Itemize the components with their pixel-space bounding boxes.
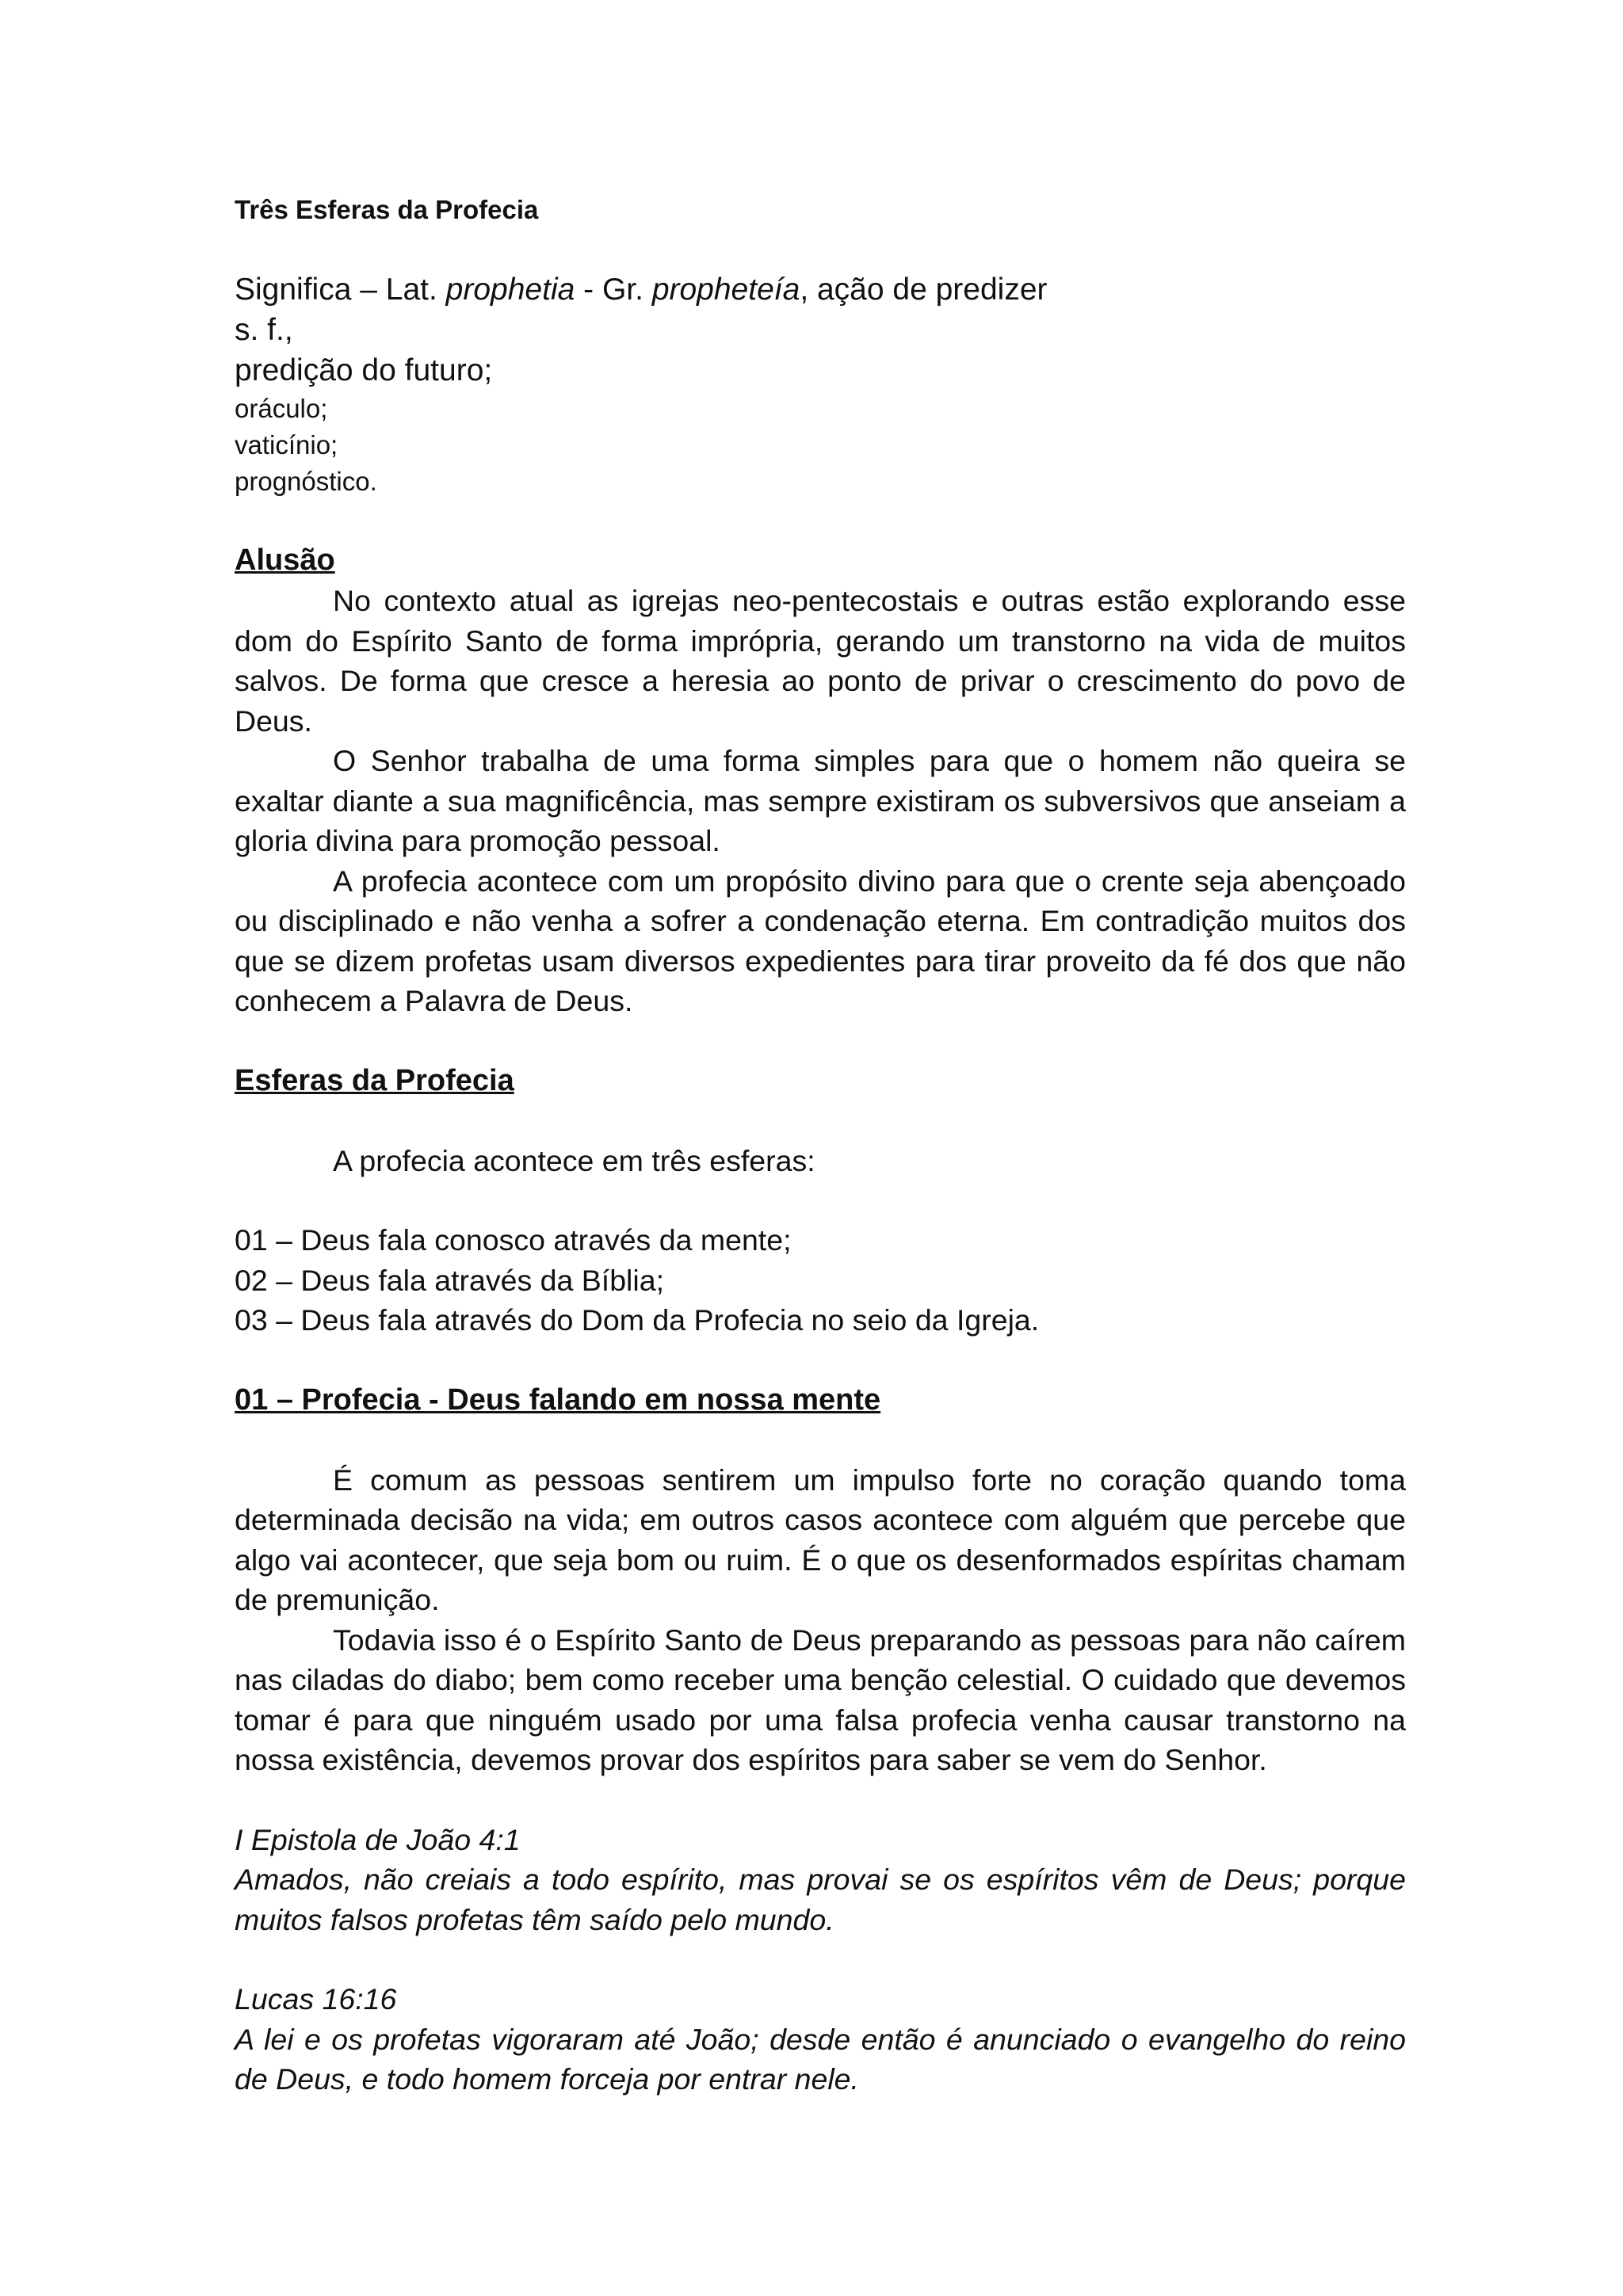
definition-line: oráculo;: [235, 394, 328, 423]
spacer: [235, 1341, 1406, 1380]
definition-text: - Gr.: [575, 273, 652, 307]
definition-text: , ação de predizer: [800, 273, 1048, 307]
definition-line: s. f.,: [235, 313, 293, 347]
list-item: 03 – Deus fala através do Dom da Profecia no seio da Igreja.: [235, 1303, 1040, 1337]
paragraph: O Senhor trabalha de uma forma simples para que o homem não queira se exaltar diante a sua magnificência, mas sempre existiram os subversivos que anseiam a gloria divina para promoção pessoal.: [235, 744, 1406, 857]
spacer: [235, 500, 1406, 540]
quote-reference: I Epistola de João 4:1: [235, 1822, 521, 1856]
spacer: [235, 1939, 1406, 1979]
section-heading-01: 01 – Profecia - Deus falando em nossa mente: [235, 1383, 881, 1417]
spacer: [235, 1021, 1406, 1061]
list-item: 01 – Deus fala conosco através da mente;: [235, 1223, 792, 1257]
definition-text: Significa – Lat.: [235, 273, 446, 307]
paragraph: Todavia isso é o Espírito Santo de Deus preparando as pessoas para não caírem nas ciladas do diabo; bem como receber uma benção celestial. O cuidado que devemos tomar é para que ninguém usado por uma falsa profecia venha causar transtorno na nossa existência, devemos provar dos espíritos para saber se vem do Senhor.: [235, 1623, 1406, 1776]
definition-block: [235, 269, 1406, 500]
section-heading-alusao: Alusão: [235, 543, 335, 577]
latin-term: prophetia: [445, 273, 575, 307]
greek-term: propheteía: [651, 273, 800, 307]
paragraph: A profecia acontece com um propósito divino para que o crente seja abençoado ou disciplinado e não venha a sofrer a condenação eterna. Em contradição muitos dos que se dizem profetas usam diversos expedientes para tirar proveito da fé dos que não conhecem a Palavra de Deus.: [235, 864, 1406, 1017]
spacer: [235, 1180, 1406, 1220]
definition-line: vaticínio;: [235, 430, 338, 460]
spacer: [235, 1780, 1406, 1820]
esferas-intro: A profecia acontece em três esferas:: [333, 1143, 815, 1177]
paragraph: É comum as pessoas sentirem um impulso forte no coração quando toma determinada decisão na vida; em outros casos acontece com alguém que percebe que algo vai acontecer, que seja bom ou ruim. É o que os desenformados espíritas chamam de premunição.: [235, 1463, 1406, 1616]
quote-reference: Lucas 16:16: [235, 1982, 397, 2016]
document-title: Três Esferas da Profecia: [235, 195, 539, 224]
spacer: [235, 1101, 1406, 1141]
paragraph: No contexto atual as igrejas neo-pentecostais e outras estão explorando esse dom do Espírito Santo de forma imprópria, gerando um transtorno na vida de muitos salvos. De forma que cresce a heresia ao ponto de privar o crescimento do povo de Deus.: [235, 584, 1406, 738]
page-content: [235, 190, 1406, 2100]
section-heading-esferas: Esferas da Profecia: [235, 1063, 514, 1097]
quote-text: A lei e os profetas vigoraram até João; desde então é anunciado o evangelho do reino de Deus, e todo homem forceja por entrar nele.: [235, 2022, 1406, 2096]
list-item: 02 – Deus fala através da Bíblia;: [235, 1263, 664, 1297]
spacer: [235, 1421, 1406, 1460]
quote-text: Amados, não creiais a todo espírito, mas provai se os espíritos vêm de Deus; porque muitos falsos profetas têm saído pelo mundo.: [235, 1863, 1406, 1936]
definition-line: [235, 269, 1406, 310]
definition-line: predição do futuro;: [235, 353, 493, 387]
definition-line: prognóstico.: [235, 467, 377, 496]
